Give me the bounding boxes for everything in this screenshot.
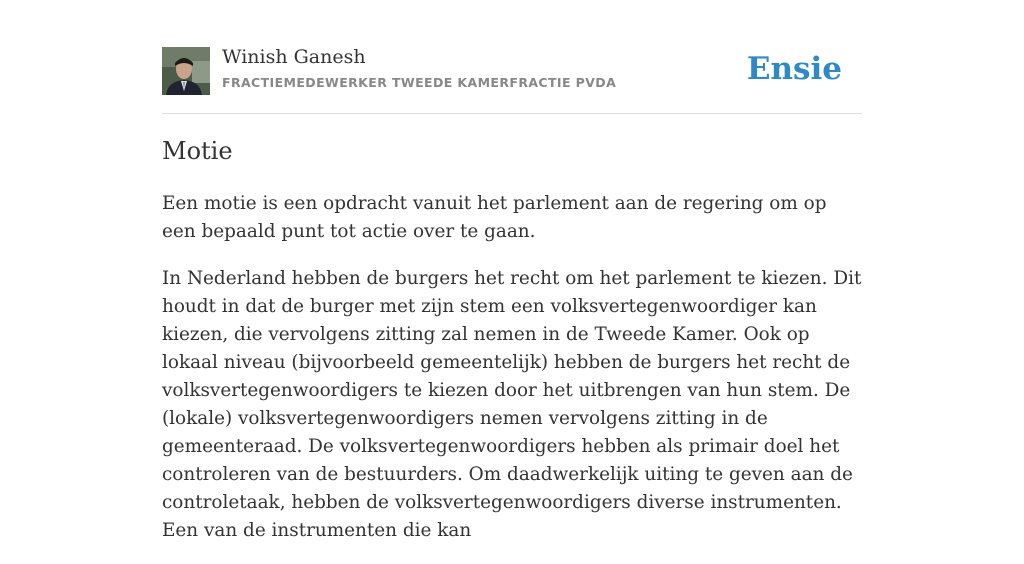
ensie-logo[interactable]: Ensie [746, 51, 842, 87]
article-header [162, 0, 862, 114]
article-paragraph: In Nederland hebben de burgers het recht om het parlement te kiezen. Dit houdt in dat de burger met zijn stem een volksvertegenwoordiger kan kiezen, die vervolgens zitting zal nemen in de Tweede Kamer. Ook op lokaal niveau (bijvoorbeeld gemeentelijk) hebben de burgers het recht de volksvertegenwoordigers te kiezen door het uitbrengen van hun stem. De (lokale) volksvertegenwoordigers nemen vervolgens zitting in de gemeenteraad. De volksvertegenwoordigers hebben als primair doel het controleren van de bestuurders. Om daadwerkelijk uiting te geven aan de controletaak, hebben de volksvertegenwoordigers diverse instrumenten. Een van de instrumenten die kan [162, 268, 862, 541]
article-container [162, 0, 862, 541]
author-name[interactable]: Winish Ganesh [222, 46, 366, 68]
article-paragraph: Een motie is een opdracht vanuit het parlement aan de regering om op een bepaald punt tot actie over te gaan. [162, 193, 827, 242]
avatar-photo-icon [162, 47, 210, 95]
author-avatar[interactable] [162, 47, 210, 95]
article-body [162, 190, 862, 564]
author-role: FRACTIEMEDEWERKER TWEEDE KAMERFRACTIE PVDA [222, 75, 617, 90]
article-title: Motie [162, 137, 233, 165]
